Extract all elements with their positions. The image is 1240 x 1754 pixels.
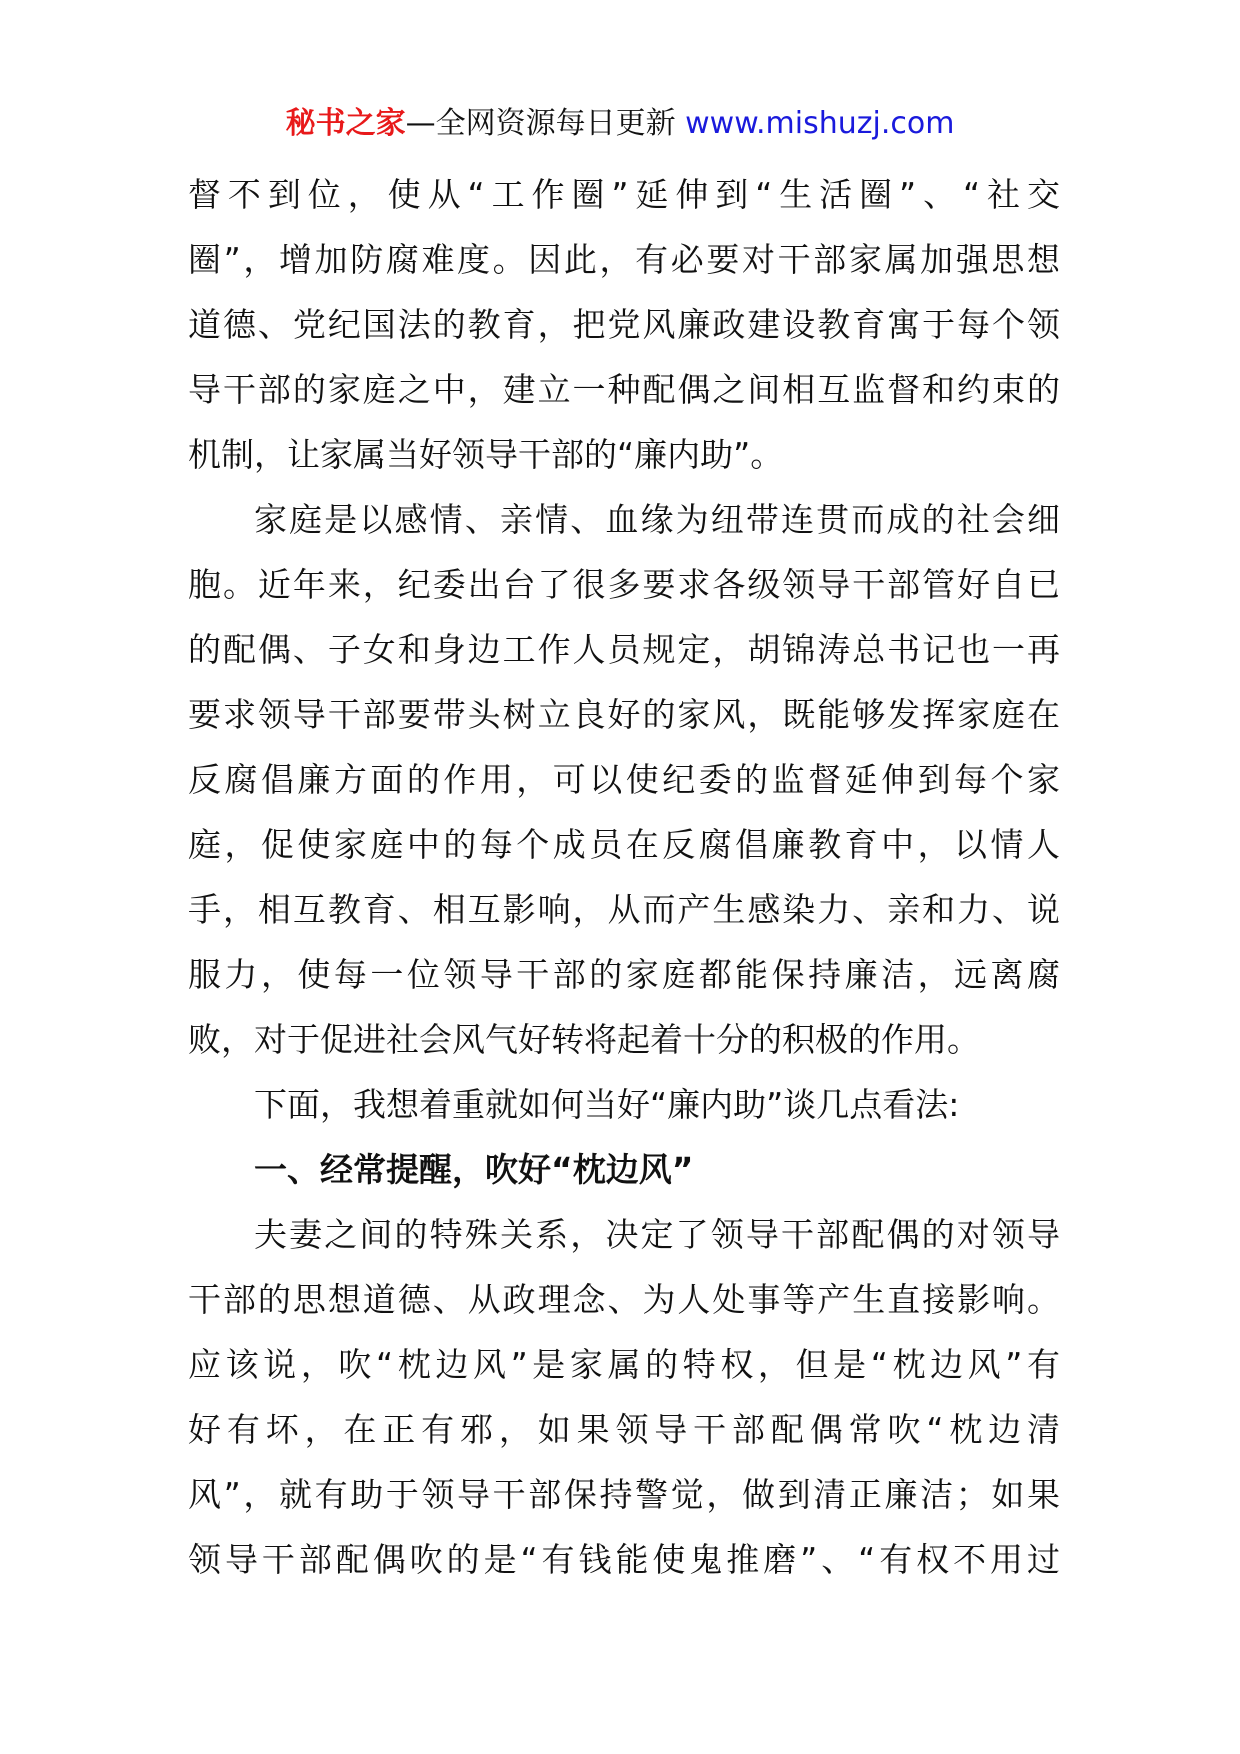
text-line: 圈”，增加防腐难度。因此，有必要对干部家属加强思想 (188, 240, 1060, 279)
site-header (0, 104, 1240, 144)
text-line: 领导干部配偶吹的是“有钱能使鬼推磨”、“有权不用过 (188, 1540, 1060, 1579)
text-line: 手，相互教育、相互影响，从而产生感染力、亲和力、说 (188, 890, 1060, 929)
text-line: 应该说，吹“枕边风”是家属的特权，但是“枕边风”有 (188, 1345, 1060, 1384)
text-line: 导干部的家庭之中，建立一种配偶之间相互监督和约束的 (188, 370, 1060, 409)
text-line: 要求领导干部要带头树立良好的家风，既能够发挥家庭在 (188, 695, 1060, 734)
site-tagline: —全网资源每日更新 (405, 106, 686, 141)
document-body (188, 162, 1060, 1592)
text-line: 庭，促使家庭中的每个成员在反腐倡廉教育中，以情人 (188, 825, 1060, 864)
text-line: 胞。近年来，纪委出台了很多要求各级领导干部管好自已 (188, 565, 1060, 604)
text-line: 的配偶、子女和身边工作人员规定，胡锦涛总书记也一再 (188, 630, 1060, 669)
text-line: 败，对于促进社会风气好转将起着十分的积极的作用。 (188, 1020, 980, 1059)
text-line: 督不到位，使从“工作圈”延伸到“生活圈”、“社交 (188, 175, 1060, 214)
text-line: 家庭是以感情、亲情、血缘为纽带连贯而成的社会细 (254, 500, 1060, 539)
site-brand: 秘书之家 (285, 106, 406, 141)
text-line: 反腐倡廉方面的作用，可以使纪委的监督延伸到每个家 (188, 760, 1060, 799)
text-line: 机制，让家属当好领导干部的“廉内助”。 (188, 435, 784, 474)
text-line: 夫妻之间的特殊关系，决定了领导干部配偶的对领导 (254, 1215, 1060, 1254)
section-heading: 一、经常提醒，吹好“枕边风” (254, 1150, 694, 1189)
site-url-link[interactable]: www.mishuzj.com (685, 106, 955, 141)
text-line: 干部的思想道德、从政理念、为人处事等产生直接影响。 (188, 1280, 1060, 1319)
text-line: 风”，就有助于领导干部保持警觉，做到清正廉洁；如果 (188, 1475, 1060, 1514)
text-line: 道德、党纪国法的教育，把党风廉政建设教育寓于每个领 (188, 305, 1060, 344)
text-line: 下面，我想着重就如何当好“廉内助”谈几点看法: (254, 1085, 960, 1124)
text-line: 好有坏，在正有邪，如果领导干部配偶常吹“枕边清 (188, 1410, 1060, 1449)
text-line: 服力，使每一位领导干部的家庭都能保持廉洁，远离腐 (188, 955, 1060, 994)
